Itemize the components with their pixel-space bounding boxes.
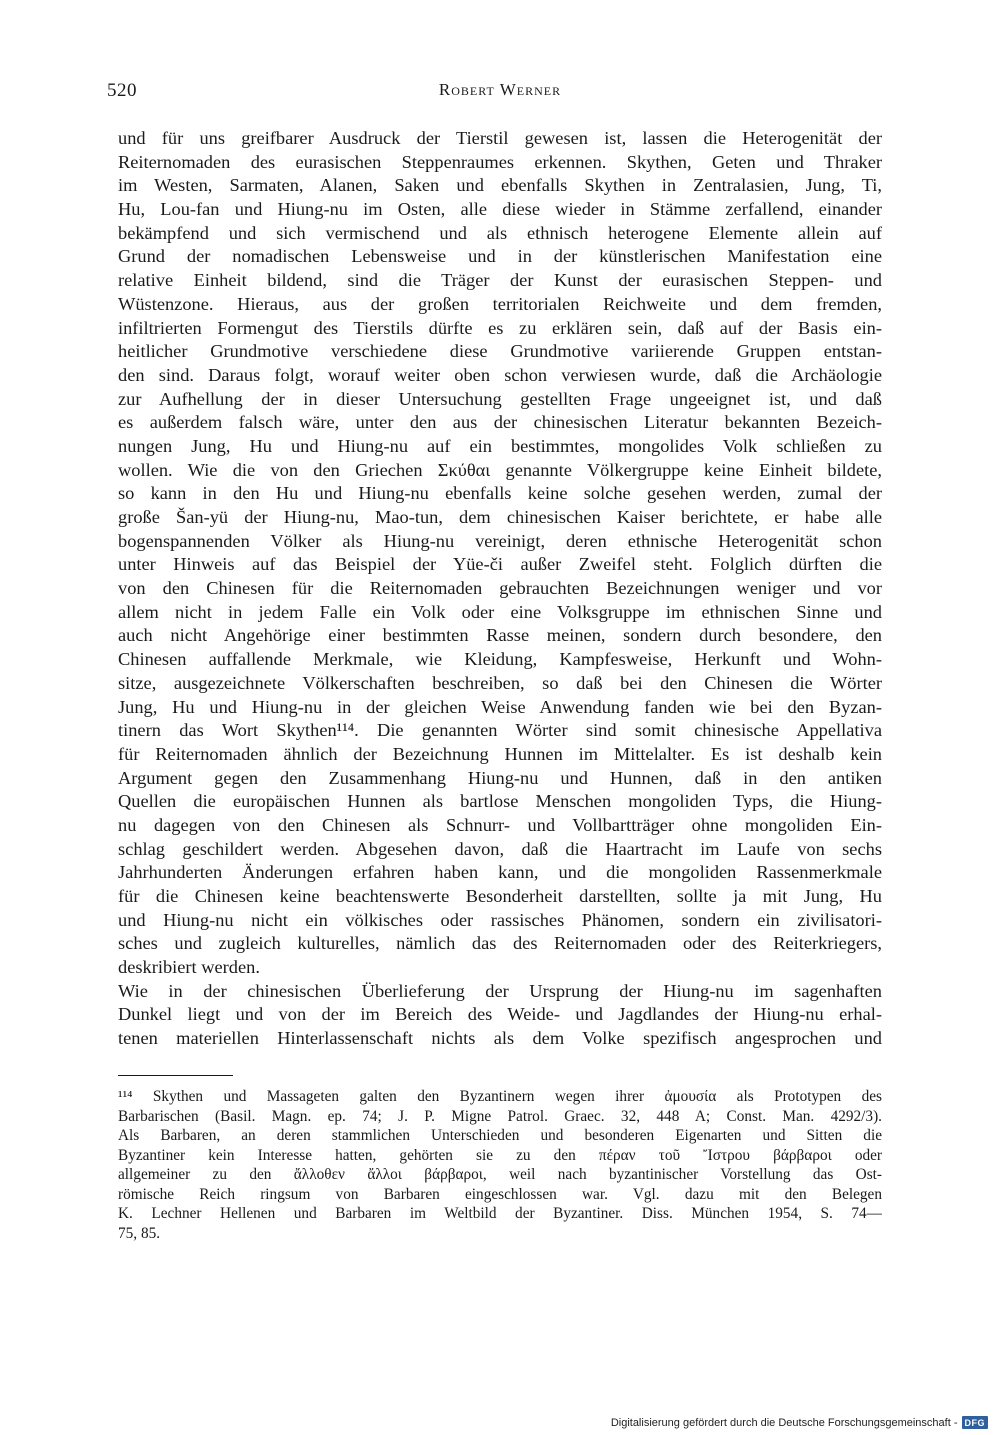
text-line: Quellen die europäischen Hunnen als bartlose Menschen mongoliden Typs, die Hiung- bbox=[118, 791, 882, 812]
text-line: Dunkel liegt und von der im Bereich des Weide- und Jagdlandes der Hiung-nu erhal- bbox=[118, 1004, 882, 1025]
text-line: für die Chinesen keine beachtenswerte Besonderheit darstellten, sollte ja mit Jung, Hu bbox=[118, 886, 882, 906]
dfg-logo: DFG bbox=[962, 1416, 989, 1429]
text-line: unter Hinweis auf das Beispiel der Yüe-či außer Zweifel steht. Folglich dürften die bbox=[118, 554, 882, 575]
text-line: und Hiung-nu nicht ein völkisches oder rassisches Phänomen, sondern ein zivilisatori- bbox=[118, 909, 882, 930]
text-line: deskribiert werden. bbox=[118, 957, 260, 978]
text-line: Hu, Lou-fan und Hiung-nu im Osten, alle diese wieder in Stämme zerfallend, einander bbox=[118, 199, 882, 220]
text-line: nungen Jung, Hu und Hiung-nu auf ein bestimmtes, mongolides Volk schließen zu bbox=[118, 435, 882, 456]
running-head: Robert Werner bbox=[438, 80, 562, 99]
footnote-line: K. Lechner Hellenen und Barbaren im Weltbild der Byzantiner. Diss. München 1954, S. 74— bbox=[118, 1205, 882, 1222]
main-text bbox=[118, 127, 882, 1051]
text-line: sches und zugleich kulturelles, nämlich das des Reiternomaden oder des Reiterkriegers, bbox=[118, 933, 882, 954]
text-line: tenen materiellen Hinterlassenschaft nichts als dem Volke spezifisch angesprochen und bbox=[118, 1028, 882, 1049]
text-line: tinern das Wort Skythen¹¹⁴. Die genannten Wörter sind somit chinesische Appellativa bbox=[118, 720, 882, 741]
footnote-divider bbox=[118, 1075, 233, 1076]
footnote-line: römische Reich ringsum von Barbaren eingeschlossen war. Vgl. dazu mit den Belegen bbox=[118, 1185, 882, 1203]
text-line: Wüstenzone. Hieraus, aus der großen territorialen Reichweite und dem fremden, bbox=[118, 293, 882, 314]
footer-text: Digitalisierung gefördert durch die Deutsche Forschungsgemeinschaft - bbox=[610, 1416, 958, 1429]
text-line: Chinesen auffallende Merkmale, wie Kleidung, Kampfesweise, Herkunft und Wohn- bbox=[118, 649, 882, 670]
text-line: Reiternomaden des eurasischen Steppenraumes erkennen. Skythen, Geten und Thraker bbox=[118, 151, 882, 172]
text-line: infiltrierten Formengut des Tierstils dürfte es zu erklären sein, daß auf der Basis ein- bbox=[118, 317, 882, 338]
footnote-line: ¹¹⁴ Skythen und Massageten galten den Byzantinern wegen ihrer ἀμουσία als Prototypen des bbox=[118, 1088, 882, 1105]
text-line: Wie in der chinesischen Überlieferung der Ursprung der Hiung-nu im sagenhaften bbox=[118, 980, 882, 1001]
text-line: so kann in den Hu und Hiung-nu ebenfalls keine solche gesehen werden, zumal der bbox=[118, 483, 882, 504]
text-line: Jung, Hu und Hiung-nu in der gleichen Weise Anwendung fanden wie bei den Byzan- bbox=[118, 696, 882, 717]
text-line: und für uns greifbarer Ausdruck der Tierstil gewesen ist, lassen die Heterogenität der bbox=[118, 128, 882, 148]
text-line: sitze, ausgezeichnete Völkerschaften beschreiben, so daß bei den Chinesen die Wörter bbox=[118, 672, 882, 693]
digitization-footer bbox=[611, 1416, 988, 1429]
text-line: relative Einheit bildend, sind die Träger der Kunst der eurasischen Steppen- und bbox=[118, 270, 882, 291]
footnotes bbox=[118, 1087, 882, 1243]
text-line: zur Aufhellung der in dieser Untersuchung gestellten Frage ungeeignet ist, und daß bbox=[118, 388, 882, 409]
text-line: Argument gegen den Zusammenhang Hiung-nu und Hunnen, daß in den antiken bbox=[118, 767, 882, 788]
text-line: heitlicher Grundmotive verschiedene diese Grundmotive variierende Gruppen entstan- bbox=[118, 341, 882, 362]
text-line: im Westen, Sarmaten, Alanen, Saken und ebenfalls Skythen in Zentralasien, Jung, Ti, bbox=[118, 175, 882, 196]
text-line: bekämpfend und sich vermischend und als ethnisch heterogene Elemente allein auf bbox=[118, 222, 882, 243]
text-line: nu dagegen von den Chinesen als Schnurr- und Vollbartträger ohne mongoliden Ein- bbox=[118, 814, 882, 835]
text-line: schlag geschildert werden. Abgesehen davon, daß die Haartracht im Laufe von sechs bbox=[118, 838, 882, 859]
footnote-line: 75, 85. bbox=[118, 1224, 161, 1242]
text-line: von den Chinesen für die Reiternomaden gebrauchten Bezeichnungen weniger und vor bbox=[118, 578, 882, 599]
text-line: allem nicht in jedem Falle ein Volk oder eine Volksgruppe im ethnischen Sinne und bbox=[118, 601, 882, 622]
footnote-line: Barbarischen (Basil. Magn. ep. 74; J. P. Migne Patrol. Graec. 32, 448 A; Const. Man. 4292/3). bbox=[118, 1107, 882, 1125]
text-line: auch nicht Angehörige einer bestimmten Rasse meinen, sondern durch besondere, den bbox=[118, 625, 882, 646]
footnote-line: Byzantiner kein Interesse hatten, gehörten sie zu den πέραν τοῦ Ἴστρου βάρβαροι oder bbox=[118, 1146, 882, 1164]
text-line: große Šan-yü der Hiung-nu, Mao-tun, dem chinesischen Kaiser berichtete, er habe alle bbox=[118, 507, 882, 527]
text-line: bogenspannenden Völker als Hiung-nu vereinigt, deren ethnische Heterogenität schon bbox=[118, 530, 882, 551]
text-line: den sind. Daraus folgt, worauf weiter oben schon verwiesen wurde, daß die Archäologie bbox=[118, 364, 882, 385]
footnote-line: allgemeiner zu den ἄλλοθεν ἄλλοι βάρβαροι, weil nach byzantinischer Vorstellung das Ost- bbox=[118, 1166, 882, 1183]
text-line: Jahrhunderten Änderungen erfahren haben kann, und die mongoliden Rassenmerkmale bbox=[118, 862, 882, 883]
text-line: Grund der nomadischen Lebensweise und in der künstlerischen Manifestation eine bbox=[118, 246, 882, 267]
text-line: es außerdem falsch wäre, unter den aus der chinesischen Literatur bekannten Bezeich- bbox=[118, 412, 882, 433]
text-line: für Reiternomaden ähnlich der Bezeichnung Hunnen im Mittelalter. Es ist deshalb kein bbox=[118, 743, 882, 764]
page-number: 520 bbox=[107, 80, 137, 101]
text-line: wollen. Wie die von den Griechen Σκύθαι genannte Völkergruppe keine Einheit bildete, bbox=[118, 459, 882, 480]
footnote-line: Als Barbaren, an deren stammlichen Unterschieden und besonderen Eigenarten und Sitten die bbox=[118, 1127, 882, 1144]
